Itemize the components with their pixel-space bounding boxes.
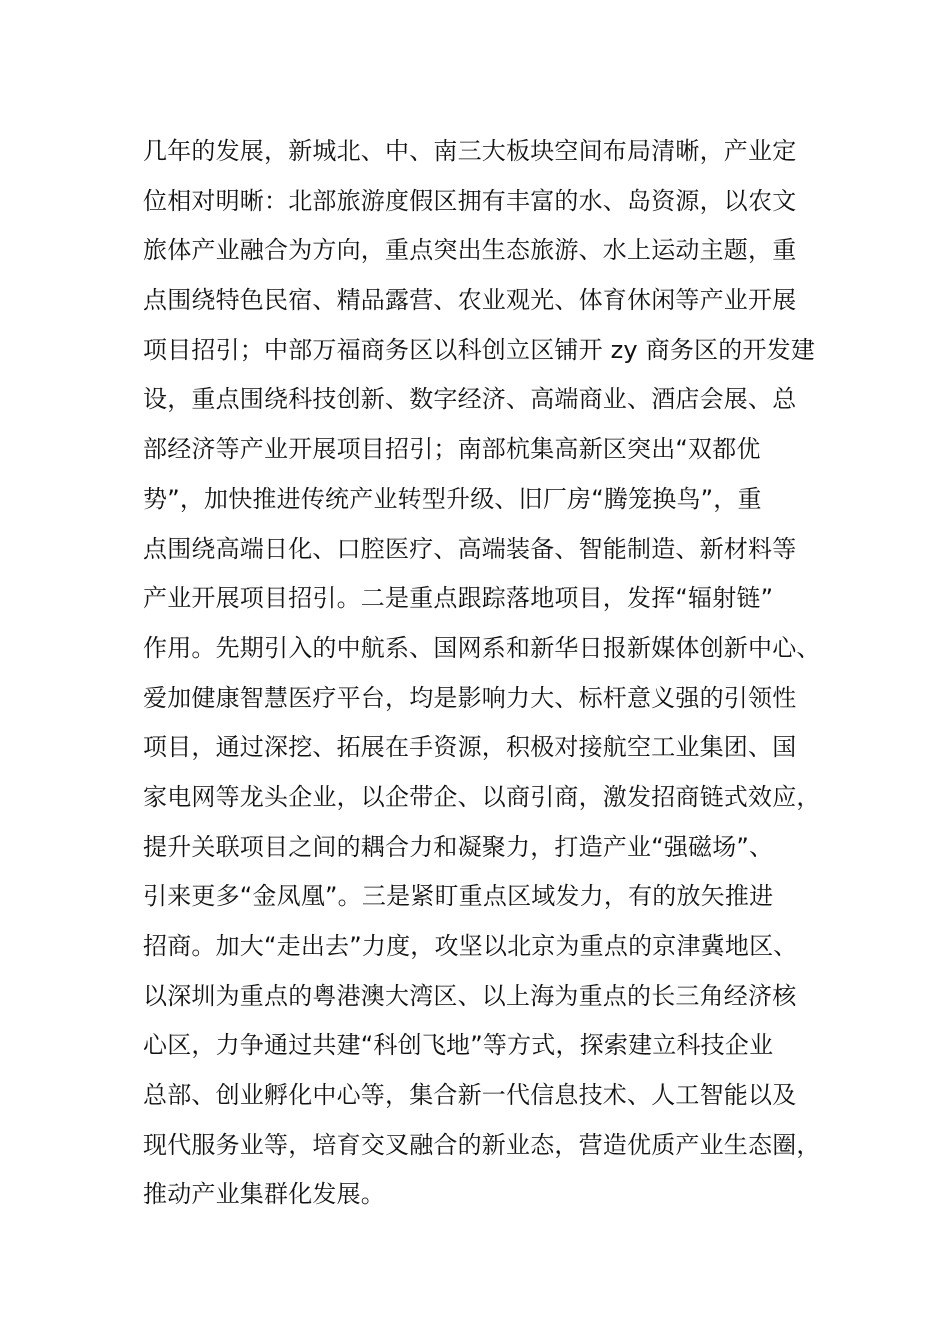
text-line: 推动产业集群化发展。 bbox=[143, 1180, 385, 1209]
text-line: 势”，加快推进传统产业转型升级、旧厂房“腾笼换鸟”，重 bbox=[143, 484, 762, 513]
text-line: 项目招引；中部万福商务区以科创立区铺开 zy 商务区的开发建 bbox=[143, 335, 816, 364]
text-line: 几年的发展，新城北、中、南三大板块空间布局清晰，产业定 bbox=[143, 137, 797, 165]
text-line: 现代服务业等，培育交叉融合的新业态，营造优质产业生态圈， bbox=[143, 1130, 821, 1159]
text-line: 设，重点围绕科技创新、数字经济、高端商业、酒店会展、总 bbox=[143, 385, 797, 414]
text-line: 旅体产业融合为方向，重点突出生态旅游、水上运动主题，重 bbox=[143, 236, 797, 265]
body-paragraph bbox=[143, 127, 843, 1220]
text-line: 点围绕高端日化、口腔医疗、高端装备、智能制造、新材料等 bbox=[143, 534, 797, 563]
text-line: 爱加健康智慧医疗平台，均是影响力大、标杆意义强的引领性 bbox=[143, 683, 797, 712]
text-line: 项目，通过深挖、拓展在手资源，积极对接航空工业集团、国 bbox=[143, 733, 797, 762]
text-line: 家电网等龙头企业，以企带企、以商引商，激发招商链式效应， bbox=[143, 782, 821, 811]
text-line: 提升关联项目之间的耦合力和凝聚力，打造产业“强磁场”、 bbox=[143, 832, 774, 861]
text-line: 点围绕特色民宿、精品露营、农业观光、体育休闲等产业开展 bbox=[143, 286, 797, 315]
text-line: 招商。加大“走出去”力度，攻坚以北京为重点的京津冀地区、 bbox=[143, 932, 798, 960]
text-line: 部经济等产业开展项目招引；南部杭集高新区突出“双都优 bbox=[143, 435, 761, 464]
text-line: 产业开展项目招引。二是重点跟踪落地项目，发挥“辐射链” bbox=[143, 584, 774, 613]
text-line: 以深圳为重点的粤港澳大湾区、以上海为重点的长三角经济核 bbox=[143, 981, 797, 1010]
text-line: 心区，力争通过共建“科创飞地”等方式，探索建立科技企业 bbox=[143, 1031, 774, 1060]
text-line: 引来更多“金凤凰”。三是紧盯重点区域发力，有的放矢推进 bbox=[143, 882, 774, 911]
text-line: 位相对明晰：北部旅游度假区拥有丰富的水、岛资源，以农文 bbox=[143, 186, 797, 215]
text-line: 总部、创业孵化中心等，集合新一代信息技术、人工智能以及 bbox=[143, 1081, 797, 1110]
text-line: 作用。先期引入的中航系、国网系和新华日报新媒体创新中心、 bbox=[143, 633, 821, 662]
